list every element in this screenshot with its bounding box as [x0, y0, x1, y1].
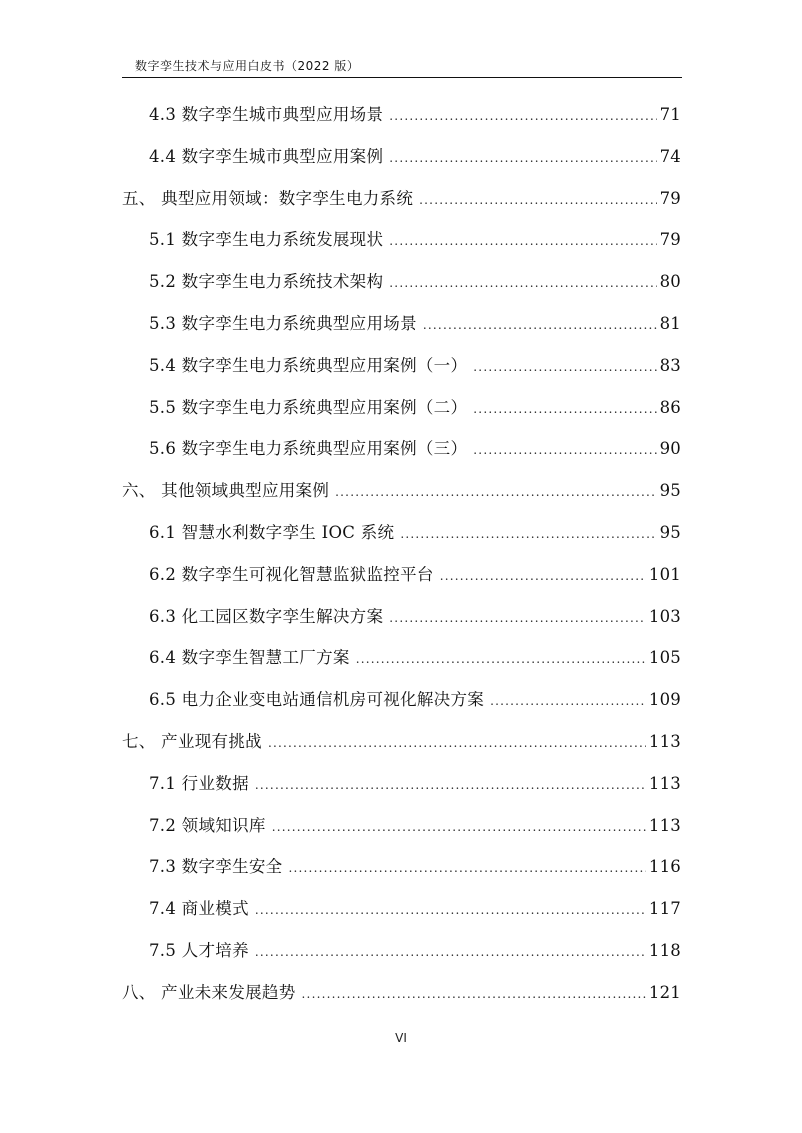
- toc-entry-title: 6.2 数字孪生可视化智慧监狱监控平台: [149, 564, 434, 584]
- toc-entry-page: 80: [659, 272, 681, 292]
- toc-entry-page: 103: [648, 606, 681, 626]
- toc-leader-dots: [255, 771, 646, 799]
- toc-entry-title: 7.5 人才培养: [149, 941, 249, 960]
- toc-entry-page: 83: [659, 355, 681, 375]
- toc-entry[interactable]: [149, 519, 681, 547]
- toc-entry-page: 79: [659, 188, 681, 208]
- toc-entry[interactable]: [149, 770, 681, 798]
- toc-entry-page: 113: [648, 815, 681, 835]
- toc-entry-page: 90: [659, 439, 681, 459]
- toc-entry[interactable]: [149, 226, 681, 254]
- toc-entry-page: 95: [659, 523, 681, 542]
- toc-entry-title: 5.2 数字孪生电力系统技术架构: [149, 272, 384, 292]
- toc-entry[interactable]: [149, 310, 681, 338]
- toc-leader-dots: [255, 896, 646, 924]
- toc-entry[interactable]: [122, 185, 681, 213]
- toc-entry-title: 6.4 数字孪生智慧工厂方案: [149, 648, 350, 668]
- toc-entry[interactable]: [149, 435, 681, 463]
- toc-entry-page: 117: [648, 899, 681, 919]
- running-header: 数字孪生技术与应用白皮书（2022 版）: [135, 59, 360, 73]
- toc-entry-page: 113: [648, 773, 681, 793]
- toc-entry-title: 7.1 行业数据: [149, 773, 249, 793]
- toc-entry-page: 116: [648, 857, 681, 877]
- toc-leader-dots: [389, 144, 656, 172]
- toc-entry[interactable]: [122, 979, 681, 1007]
- toc-leader-dots: [356, 645, 646, 673]
- toc-leader-dots: [440, 562, 646, 590]
- toc-entry[interactable]: [149, 268, 681, 296]
- toc-entry-page: 86: [659, 397, 681, 417]
- toc-entry[interactable]: [149, 686, 681, 714]
- toc-leader-dots: [400, 520, 656, 548]
- toc-entry-title: 6.3 化工园区数字孪生解决方案: [149, 606, 384, 626]
- page-number: VI: [395, 1031, 407, 1045]
- toc-entry-title: 八、 产业未来发展趋势: [122, 982, 296, 1002]
- toc-entry[interactable]: [149, 812, 681, 840]
- toc-entry-title: 7.3 数字孪生安全: [149, 857, 283, 877]
- toc-entry-title: 五、 典型应用领域：数字孪生电力系统: [122, 188, 414, 208]
- toc-entry[interactable]: [149, 143, 681, 171]
- toc-entry[interactable]: [149, 644, 681, 672]
- toc-entry-page: 109: [648, 690, 681, 710]
- toc-entry-page: 81: [659, 314, 681, 333]
- toc-leader-dots: [268, 729, 646, 757]
- toc-entry-page: 118: [648, 941, 681, 960]
- toc-entry-page: 101: [648, 564, 681, 584]
- toc-entry[interactable]: [149, 937, 681, 965]
- toc-entry-title: 5.3 数字孪生电力系统典型应用场景: [149, 314, 417, 333]
- toc-entry-title: 六、 其他领域典型应用案例: [122, 481, 330, 501]
- header-rule: [122, 77, 682, 78]
- toc-entry-page: 121: [648, 982, 681, 1002]
- toc-entry-title: 5.6 数字孪生电力系统典型应用案例（三）: [149, 439, 468, 459]
- toc-entry-page: 71: [659, 105, 681, 124]
- toc-leader-dots: [289, 854, 646, 882]
- toc-leader-dots: [473, 395, 656, 423]
- toc-leader-dots: [272, 813, 646, 841]
- toc-entry-page: 113: [648, 732, 681, 751]
- toc-entry[interactable]: [149, 603, 681, 631]
- toc-leader-dots: [389, 604, 646, 632]
- toc-entry[interactable]: [149, 853, 681, 881]
- toc-entry-page: 74: [659, 146, 681, 166]
- toc-leader-dots: [335, 478, 656, 506]
- toc-entry-title: 6.1 智慧水利数字孪生 IOC 系统: [149, 523, 395, 542]
- toc-leader-dots: [473, 436, 656, 464]
- toc-entry-title: 5.5 数字孪生电力系统典型应用案例（二）: [149, 397, 468, 417]
- toc-entry[interactable]: [122, 728, 681, 756]
- toc-entry[interactable]: [149, 895, 681, 923]
- toc-entry-title: 七、 产业现有挑战: [122, 732, 262, 751]
- toc-entry-title: 4.4 数字孪生城市典型应用案例: [149, 146, 384, 166]
- toc-leader-dots: [255, 938, 646, 966]
- toc-leader-dots: [423, 311, 657, 339]
- toc-leader-dots: [490, 687, 646, 715]
- toc-entry-title: 5.1 数字孪生电力系统发展现状: [149, 230, 384, 250]
- toc-entry[interactable]: [149, 101, 681, 129]
- toc-entry-title: 7.4 商业模式: [149, 899, 249, 919]
- toc-entry[interactable]: [149, 352, 681, 380]
- toc-entry-page: 95: [659, 481, 681, 501]
- toc-entry-title: 4.3 数字孪生城市典型应用场景: [149, 105, 384, 124]
- toc-leader-dots: [389, 227, 656, 255]
- toc-entry-title: 7.2 领域知识库: [149, 815, 266, 835]
- toc-leader-dots: [389, 102, 656, 130]
- toc-leader-dots: [302, 980, 646, 1008]
- toc-entry-title: 6.5 电力企业变电站通信机房可视化解决方案: [149, 690, 485, 710]
- toc-entry[interactable]: [149, 394, 681, 422]
- toc-leader-dots: [473, 353, 656, 381]
- toc-entry-page: 105: [648, 648, 681, 668]
- toc-entry-title: 5.4 数字孪生电力系统典型应用案例（一）: [149, 355, 468, 375]
- toc-leader-dots: [419, 186, 656, 214]
- toc-entry[interactable]: [122, 477, 681, 505]
- toc-entry-page: 79: [659, 230, 681, 250]
- toc-leader-dots: [389, 269, 656, 297]
- toc-entry[interactable]: [149, 561, 681, 589]
